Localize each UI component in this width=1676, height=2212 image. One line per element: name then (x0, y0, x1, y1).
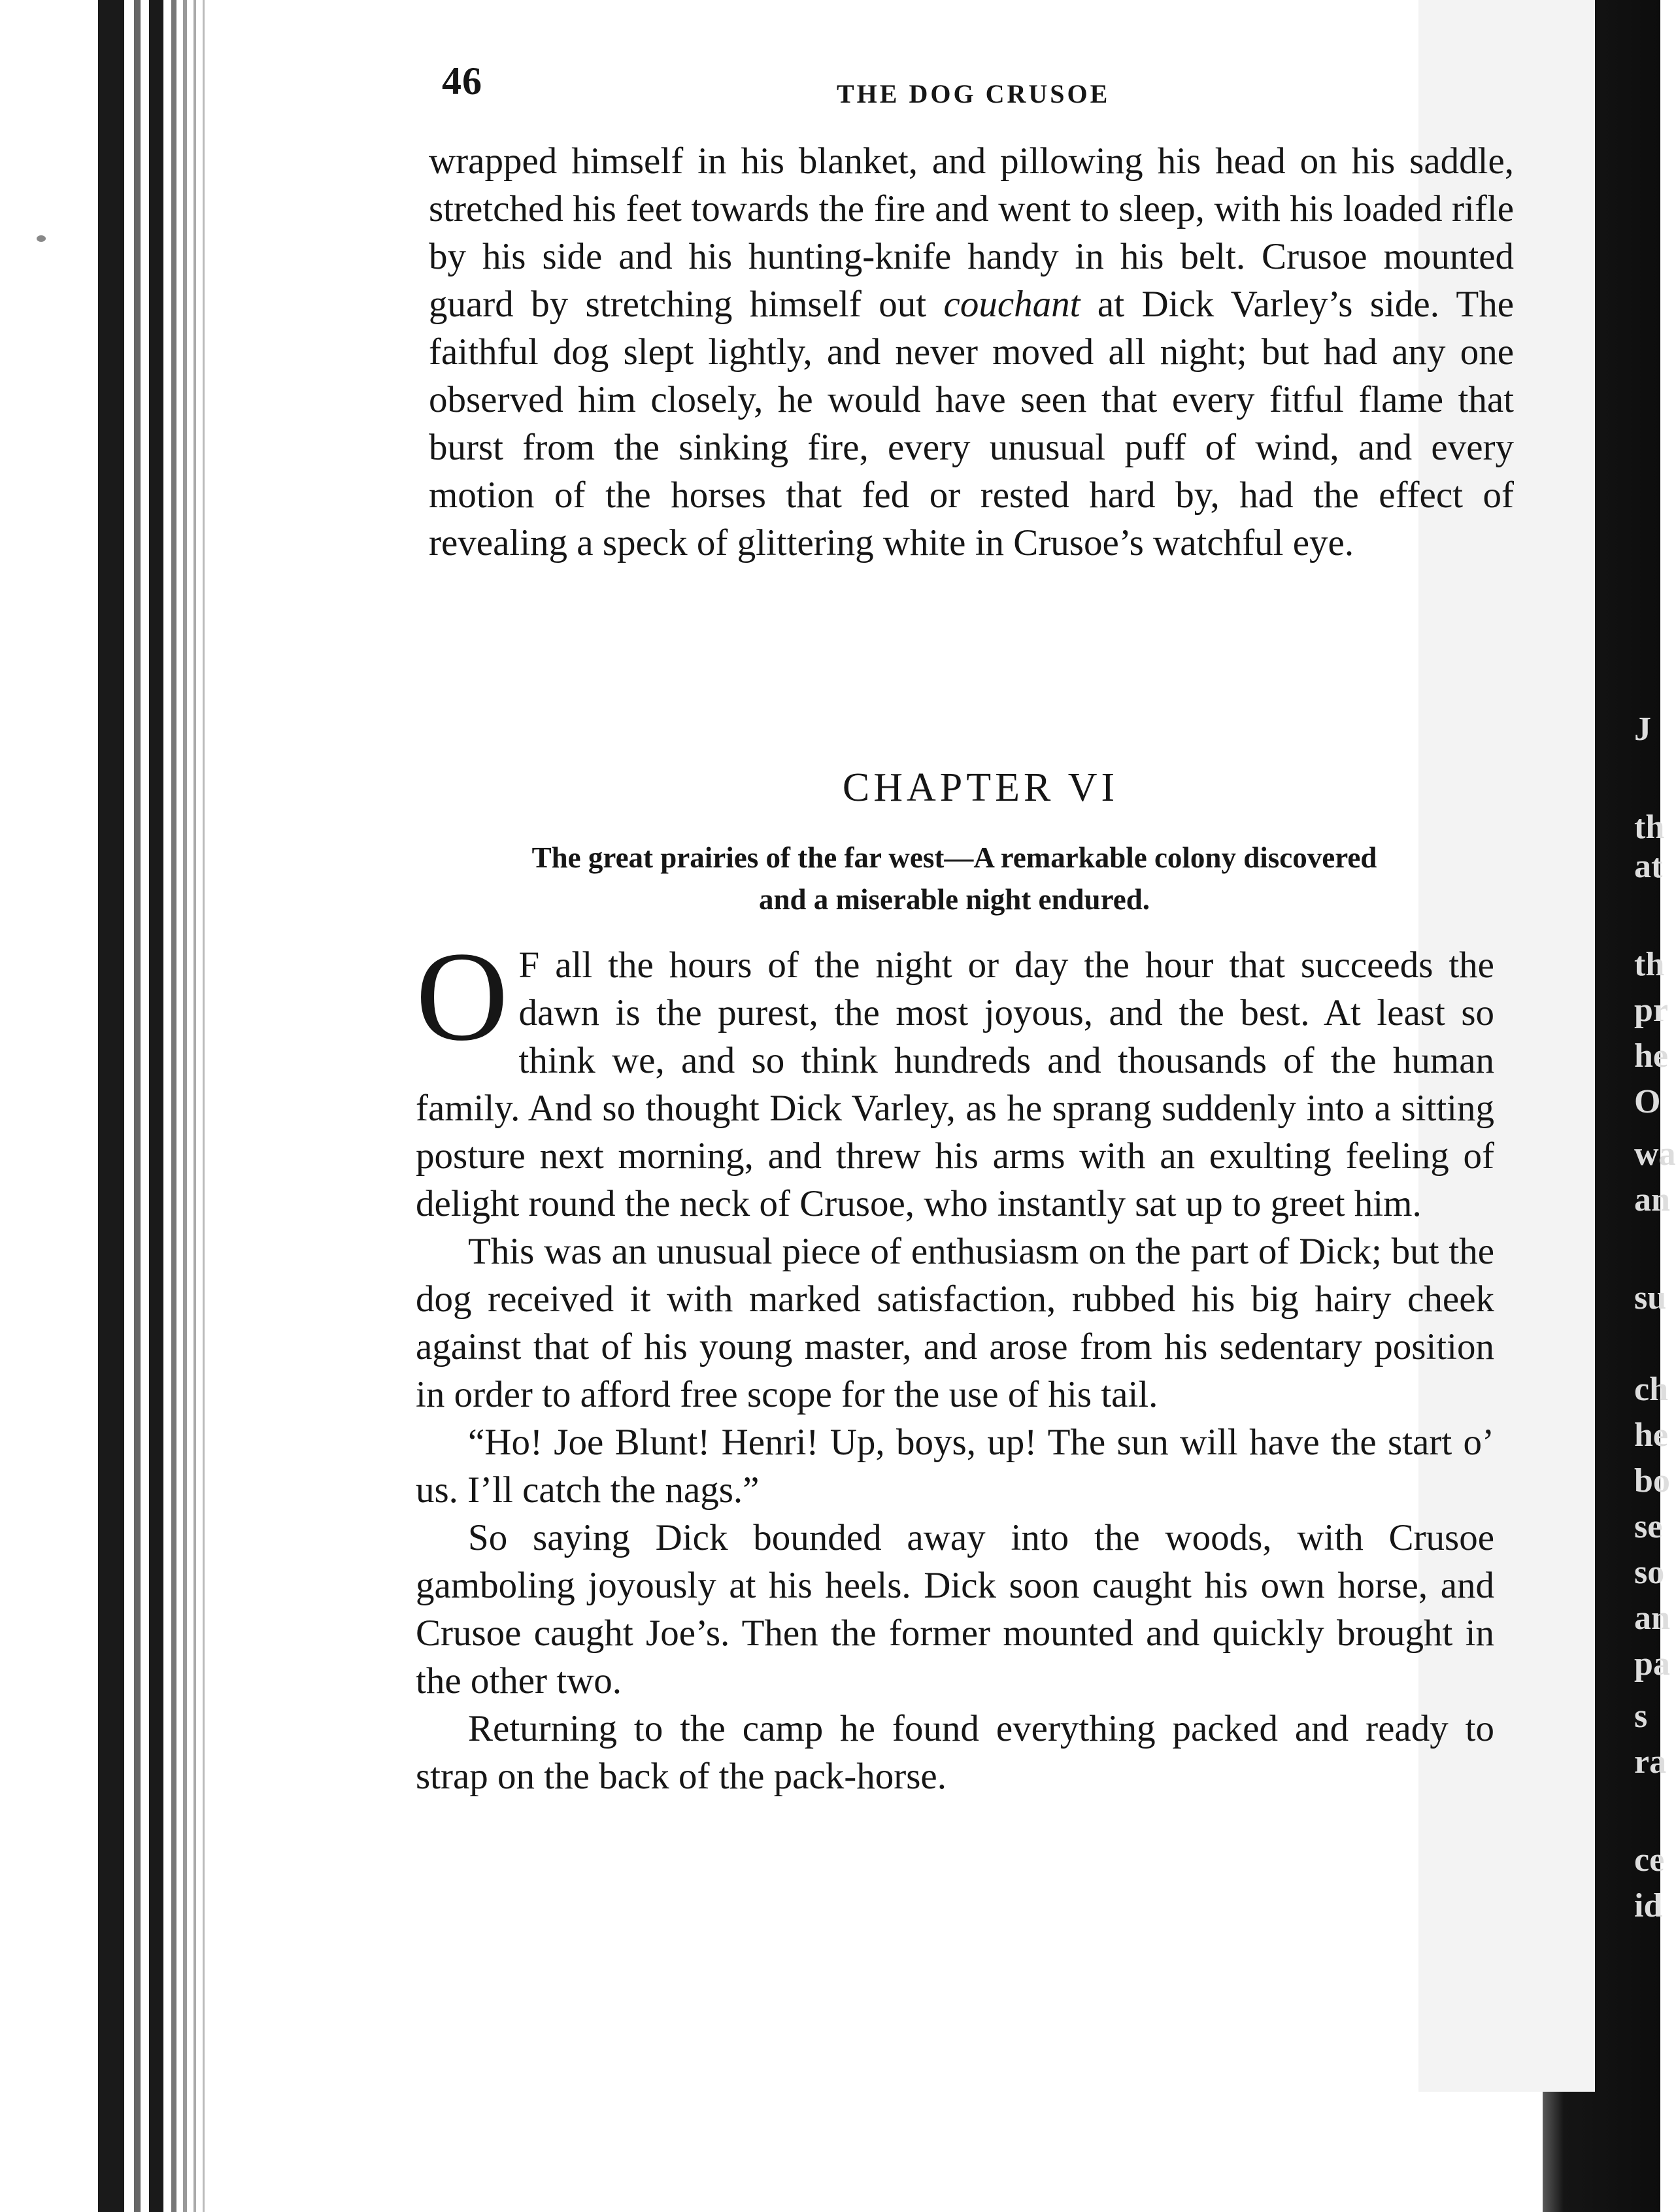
edge-line (183, 0, 187, 2212)
facing-page-fragment: bo (1634, 1462, 1670, 1500)
facing-page-fragment: he (1634, 1416, 1668, 1454)
facing-page-fragment: s (1634, 1698, 1648, 1735)
facing-page-fragment: th (1634, 809, 1665, 846)
chapter-summary-line: and a miserable night endured. (758, 883, 1150, 916)
book-edge (0, 0, 235, 2212)
paragraph: This was an unusual piece of enthusiasm on the part of Dick; but the dog received it with marked satisfaction, rubbed his big hairy cheek against that of his young master, and arose from his sedentary position in order to afford free scope for the use of his tail. (416, 1231, 1494, 1415)
facing-page-fragment: th (1634, 946, 1665, 983)
facing-page-fragment: J (1634, 711, 1651, 748)
facing-page-fragment: ch (1634, 1371, 1668, 1408)
page-header (442, 59, 1527, 111)
italic-word: couchant (943, 284, 1081, 325)
chapter-title: CHAPTER VI (842, 765, 1119, 810)
facing-page-fragment: he (1634, 1037, 1668, 1075)
facing-page-fragment: wa (1634, 1135, 1676, 1173)
paragraph: Returning to the camp he found everything packed and ready to strap on the back of the pack-horse. (416, 1708, 1494, 1797)
paragraph (416, 926, 1494, 1228)
chapter-body (416, 926, 1494, 1800)
facing-page-fragment: su (1634, 1279, 1667, 1316)
facing-page-fragment: an (1634, 1600, 1670, 1637)
facing-page-fragment: se (1634, 1508, 1663, 1545)
paragraph: So saying Dick bounded away into the woods, with Crusoe gamboling joyously at his heels. Dick soon caught his own horse, and Crusoe caught Joe’s. Then the former mounted and quickly brought in the other two. (416, 1517, 1494, 1701)
chapter-summary-line: The great prairies of the far west—A remarkable colony discovered (531, 841, 1377, 874)
scan-speck (37, 235, 46, 242)
facing-page-fragment: so (1634, 1554, 1665, 1591)
continued-paragraph (429, 137, 1514, 567)
facing-page-fragment: at (1634, 848, 1663, 885)
chapter-summary (458, 837, 1451, 920)
facing-page-fragment: ce (1634, 1841, 1665, 1879)
facing-page-fragment: pa (1634, 1645, 1670, 1683)
facing-page-fragment: an (1634, 1181, 1670, 1218)
paragraph-text: F all the hours of the night or day the hour that succeeds the dawn is the purest, the most joyous, and the best. At least so think we, and so think hundreds and thousands of the human family. And so thought Dick Varley, as he sprang suddenly into a sitting posture next morning, and threw his arms with an exulting feeling of delight round the neck of Crusoe, who instantly sat up to greet him. (416, 945, 1494, 1224)
page-number: 46 (442, 59, 482, 103)
paragraph-text: at Dick Varley’s side. The faithful dog slept lightly, and never moved all night; but had any one observed him closely, he would have seen that every fitful flame that burst from the sinking fire, every unusual puff of wind, and every motion of the horses that fed or rested hard by, had the effect of revealing a speck of glittering white in Crusoe’s watchful eye. (429, 284, 1514, 563)
facing-page-fragment: ra (1634, 1743, 1667, 1781)
edge-line (193, 0, 196, 2212)
edge-line (98, 0, 124, 2212)
facing-page-fragments (1634, 0, 1676, 2212)
paragraph (429, 137, 1514, 567)
paragraph: “Ho! Joe Blunt! Henri! Up, boys, up! The sun will have the start o’ us. I’ll catch the nags.” (416, 1422, 1494, 1511)
drop-cap: O (416, 926, 509, 1067)
facing-page-fragment: pr (1634, 992, 1668, 1029)
edge-line (171, 0, 176, 2212)
edge-line (203, 0, 205, 2212)
paragraph-text: wrapped himself in his blanket, and pillowing his head on his saddle, stretched his feet towards the fire and went to sleep, with his loaded rifle by his side and his hunting-knife handy in his belt. Crusoe mounted guard by stretching himself out (429, 141, 1514, 325)
facing-page-fragment: O (1634, 1083, 1661, 1120)
edge-line (149, 0, 163, 2212)
edge-line (134, 0, 141, 2212)
running-head: THE DOG CRUSOE (837, 79, 1111, 109)
facing-page-fragment: id (1634, 1887, 1663, 1924)
